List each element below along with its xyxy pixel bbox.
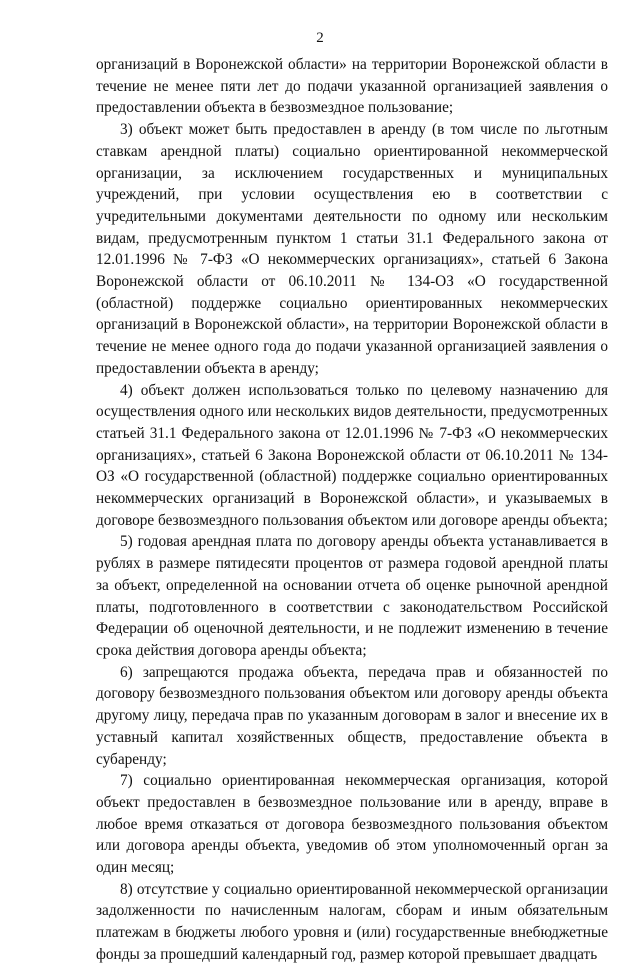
paragraph-item-3: 3) объект может быть предоставлен в аренду (в том числе по льготным ставкам арендной платы) социально ориентированной некоммерческой организации, за исключением государственных и муниципальных учреждений, при условии осуществления ею в соответствии с учредительными документами деятельности по одному или нескольким видам, предусмотренным пунктом 1 статьи 31.1 Федерального закона от 12.01.1996 № 7-ФЗ «О некоммерческих организациях», статьей 6 Закона Воронежской области от 06.10.2011 № 134-ОЗ «О государственной (областной) поддержке социально ориентированных некоммерческих организаций в Воронежской области», на территории Воронежской области в течение не менее одного года до подачи указанной организацией заявления о предоставлении объекта в аренду; [96, 121, 608, 377]
page-number: 2 [316, 30, 324, 46]
paragraph-continuation: организаций в Воронежской области» на территории Воронежской области в течение не менее пяти лет до подачи указанной организацией заявления о предоставлении объекта в безвозмездное пользование; [96, 56, 608, 117]
document-body [96, 54, 608, 966]
paragraph-item-4: 4) объект должен использоваться только по целевому назначению для осуществления одного или нескольких видов деятельности, предусмотренных статьей 31.1 Федерального закона от 12.01.1996 № 7-ФЗ «О некоммерческих организациях», статьей 6 Закона Воронежской области от 06.10.2011 № 134-ОЗ «О государственной (областной) поддержке социально ориентированных некоммерческих организаций в Воронежской области», и указываемых в договоре безвозмездного пользования объектом или договоре аренды объекта; [96, 381, 608, 529]
paragraph-item-5: 5) годовая арендная плата по договору аренды объекта устанавливается в рублях в размере пятидесяти процентов от размера годовой арендной платы за объект, определенной на основании отчета об оценке рыночной арендной платы, подготовленного в соответствии с законодательством Российской Федерации об оценочной деятельности, и не подлежит изменению в течение срока действия договора аренды объекта; [96, 533, 608, 659]
paragraph-item-8: 8) отсутствие у социально ориентированной некоммерческой организации задолженности по начисленным налогам, сборам и иным обязательным платежам в бюджеты любого уровня и (или) государственные внебюджетные фонды за прошедший календарный год, размер которой превышает двадцать [96, 880, 608, 963]
paragraph-item-6: 6) запрещаются продажа объекта, передача прав и обязанностей по договору безвозмездного пользования объектом или договору аренды объекта другому лицу, передача прав по указанным договорам в залог и внесение их в уставный капитал хозяйственных обществ, предоставление объекта в субаренду; [96, 663, 608, 768]
paragraph-item-7: 7) социально ориентированная некоммерческая организация, которой объект предоставлен в безвозмездное пользование или в аренду, вправе в любое время отказаться от договора безвозмездного пользования объектом или договора аренды объекта, уведомив об этом уполномоченный орган за один месяц; [96, 772, 608, 877]
